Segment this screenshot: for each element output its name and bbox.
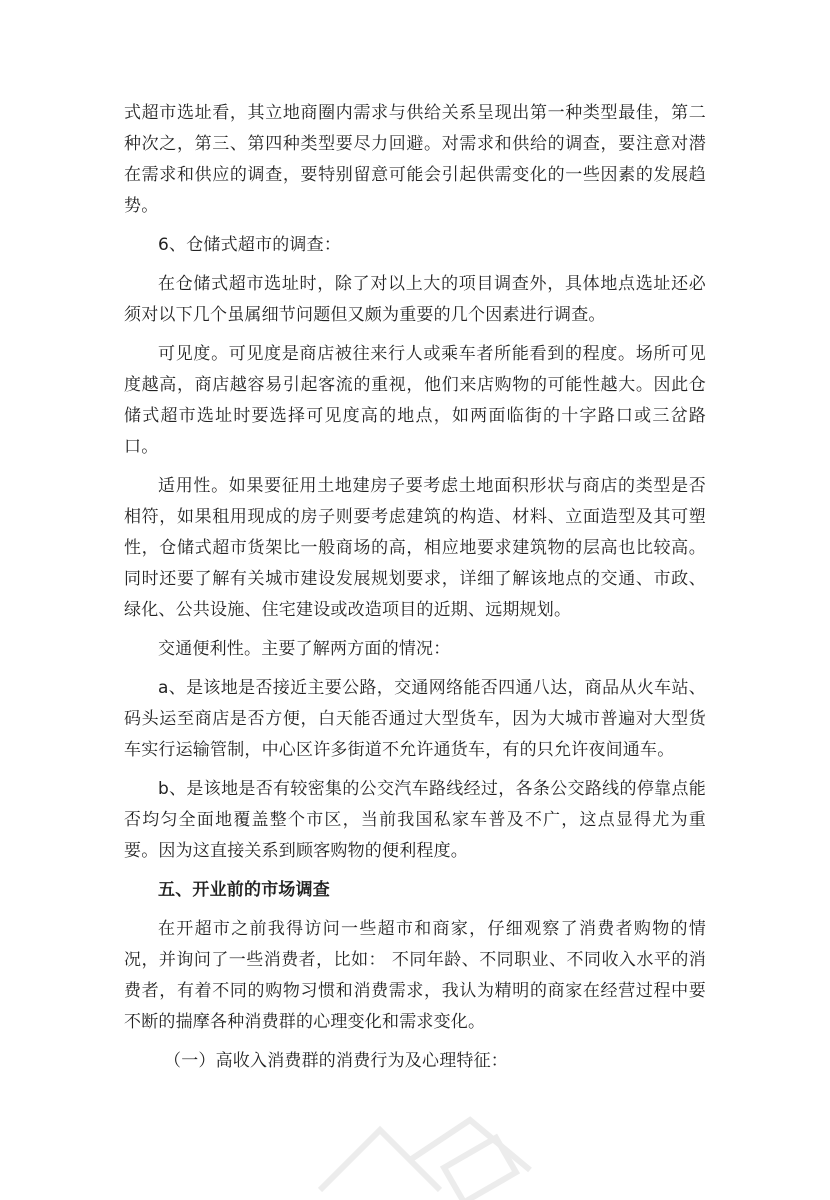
- paragraph-applicability: 适用性。如果要征用土地建房子要考虑土地面积形状与商店的类型是否相符，如果租用现成的房子则要考虑建筑的构造、材料、立面造型及其可塑性，仓储式超市货架比一般商场的高，相应地要求建筑物的层高也比较高。同时还要了解有关城市建设发展规划要求，详细了解该地点的交通、市政、绿化、公共设施、住宅建设或改造项目的近期、远期规划。: [124, 476, 706, 620]
- section-heading-pre-opening: 五、开业前的市场调查: [158, 880, 330, 900]
- paragraph-site-selection: 在仓储式超市选址时，除了对以上大的项目调查外，具体地点选址还必须对以下几个虽属细节问题但又颇为重要的几个因素进行调查。: [124, 274, 706, 325]
- paragraph-traffic-a: a、是该地是否接近主要公路，交通网络能否四通八达，商品从火车站、码头运至商店是否方便，白天能否通过大型货车，因为大城市普遍对大型货车实行运输管制，中心区许多街道不允许通货车，有的只允许夜间通车。: [124, 678, 706, 760]
- subheading-high-income: （一）高收入消费群的消费行为及心理特征：: [164, 1051, 508, 1071]
- document-page: [124, 98, 706, 1085]
- watermark-graphic: [300, 1110, 560, 1200]
- paragraph-visibility: 可见度。可见度是商店被往来行人或乘车者所能看到的程度。场所可见度越高，商店越容易引起客流的重视，他们来店购物的可能性越大。因此仓储式超市选址时要选择可见度高的地点，如两面临街的十字路口或三岔路口。: [124, 344, 706, 457]
- paragraph-market-research: 在开超市之前我得访问一些超市和商家，仔细观察了消费者购物的情况，并询问了一些消费者，比如： 不同年龄、不同职业、不同收入水平的消费者，有着不同的购物习惯和消费需求，我认为精明的商家在经营过程中要不断的揣摩各种消费群的心理变化和需求变化。: [124, 919, 706, 1032]
- paragraph-traffic: 交通便利性。主要了解两方面的情况：: [158, 639, 451, 659]
- paragraph-supply-demand: 式超市选址看，其立地商圈内需求与供给关系呈现出第一种类型最佳，第二种次之，第三、第四种类型要尽力回避。对需求和供给的调查，要注意对潜在需求和供应的调查，要特别留意可能会引起供需变化的一些因素的发展趋势。: [124, 103, 706, 216]
- paragraph-traffic-b: b、是该地是否有较密集的公交汽车路线经过，各条公交路线的停靠点能否均匀全面地覆盖整个市区，当前我国私家车普及不广，这点显得尤为重要。因为这直接关系到顾客购物的便利程度。: [124, 779, 706, 861]
- section-warehouse-survey: 6、仓储式超市的调查：: [158, 235, 342, 255]
